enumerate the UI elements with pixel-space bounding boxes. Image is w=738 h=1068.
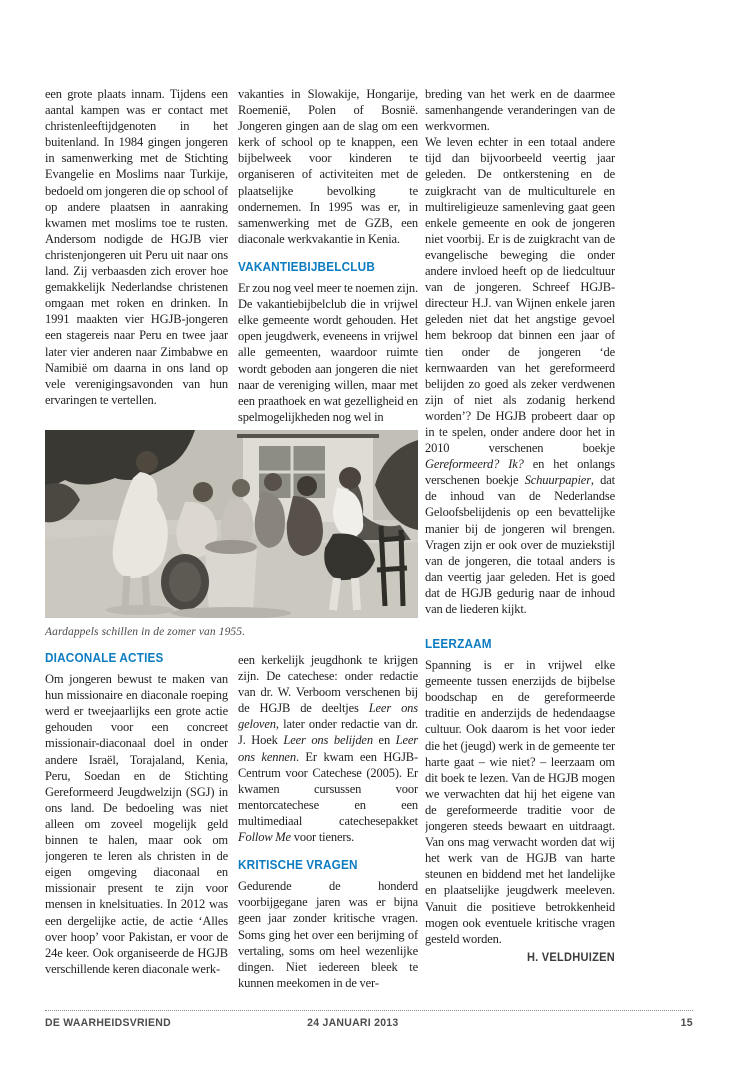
- paragraph: Er zou nog veel meer te noemen zijn. De vakantiebijbelclub die in vrijwel elke gemeente wordt gehouden. Het open jeugdwerk, eveneens in vrijwel alle gemeenten, waardoor ruimte wordt geboden aan jongeren die niet naar de vereniging willen, maar met een praathoek en wat gezelligheid en spelmogelijkheden nog wel in: [238, 281, 418, 424]
- column-1-top: [45, 86, 228, 432]
- photo-illustration: [45, 430, 418, 618]
- footer-publication-title: DE WAARHEIDSVRIEND: [45, 1017, 171, 1029]
- section-heading-kritische-vragen: KRITISCHE VRAGEN: [238, 858, 358, 873]
- footer-page-number: 15: [680, 1017, 693, 1029]
- column-3-bottom: [425, 636, 615, 986]
- section-heading-vakantiebijbelclub: VAKANTIEBIJBELCLUB: [238, 259, 375, 274]
- paragraph: een grote plaats innam. Tijdens een aantal kampen was er contact met christenleeftijdgenoten in het buitenland. In 1984 gingen jongeren in samenwerking met de Stichting Evangelie en Moslims naar Turkije, bedoeld om jongeren die op school of op andere plaatsen in aanraking kwamen met moslims toe te rusten. Andersom nodigde de HGJB vier christenjongeren uit Peru uit naar ons land. Zij verbaasden zich erover hoe gemakkelijk Nederlandse christenen omgaan met roken en drinken. In 1991 maakten vier HGJB-jongeren een stagereis naar Peru en twee jaar later vier anderen naar Zimbabwe en Namibië om daarna in ons land op vele verenigingsavonden van hun ervaringen te vertellen.: [45, 87, 228, 407]
- photo-caption: Aardappels schillen in de zomer van 1955.: [45, 626, 246, 638]
- paragraph: vakanties in Slowakije, Hongarije, Roemenië, Polen of Bosnië. Jongeren gingen aan de slag om een kerk of school op te knappen, een bijbelweek voor kinderen te organiseren of activiteiten met de plaatselijke bevolking te ondernemen. In 1995 was er, in samenwerking met de GZB, een diaconale werkvakantie in Kenia.: [238, 87, 418, 246]
- paragraph: Spanning is er in vrijwel elke gemeente tussen enerzijds de bijbelse boodschap en de gereformeerde traditie en anderzijds de hedendaagse cultuur. Ook daarom is het voor ieder die het (jeugd) werk in de gemeente ter harte gaat – wie niet? – leerzaam om dit boek te lezen. Van de HGJB mogen we verwachten dat hij het eigene van de gereformeerde traditie voor de jongeren steeds bewaart en uitdraagt. Van ons mag verwacht worden dat wij het werk van de HGJB van harte steunen en biddend met het landelijke en plaatselijke jeugdwerk meeleven. Vanuit die positieve betrokkenheid mogen ook eventuele kritische vragen gesteld worden.: [425, 658, 615, 946]
- column-3-top: [425, 86, 615, 616]
- column-2-top: [238, 86, 418, 432]
- paragraph: Om jongeren bewust te maken van hun missionaire en diaconale roeping werd er tweejaarlijks een grote actie gehouden voor een concreet missionair-diaconaal doel in onder andere Israël, Torajaland, Kenia, Peru, Soedan en de Stichting Gereformeerd Jeugdwelzijn (SGJ) in ons land. De bedoeling was niet alleen om zoveel mogelijk geld binnen te halen, maar ook om jongeren te leren als christen in de eigen omgeving diaconaal en missionair present te zijn voor mensen in knelsituaties. In 2012 was een dergelijke actie, de actie ‘Alles over hoop’ voor Pakistan, er voor de 24e keer. Ook organiseerde de HGJB verschillende keren diaconale werk-: [45, 672, 228, 976]
- section-heading-leerzaam: LEERZAAM: [425, 637, 492, 651]
- paragraph: Gedurende de honderd voorbijgegane jaren was er bijna geen jaar zonder kritische vragen. Soms ging het over een berijming of vertaling, soms om heel wezenlijke dingen. Niet iedereen bleek te kunnen meekomen in de ver-: [238, 879, 418, 990]
- photo-potato-peeling-1955: [45, 430, 418, 618]
- footer-issue-date: 24 JANUARI 2013: [307, 1017, 399, 1029]
- page-footer: [45, 1010, 693, 1029]
- column-1-bottom: [45, 650, 228, 1006]
- column-2-bottom: [238, 652, 418, 1006]
- author-byline: H. VELDHUIZEN: [526, 949, 615, 964]
- section-heading-diaconale-acties: DIACONALE ACTIES: [45, 651, 164, 665]
- paragraph: een kerkelijk jeugdhonk te krijgen zijn. De catechese: onder redactie van dr. W. Verboom verschenen bij de HGJB de deeltjes Leer ons geloven, later onder redactie van dr. J. Hoek Leer ons belijden en Leer ons kennen. Er kwam een HGJB-Centrum voor Catechese (2005). Er kwamen cursussen voor mentorcatechese en een multimediaal catechesepakket Follow Me voor tieners.: [238, 653, 418, 845]
- paragraph: We leven echter in een totaal andere tijd dan bijvoorbeeld veertig jaar geleden. De ontkerstening en de zuigkracht van de multiculturele en multireligieuze samenleving gaat geen enkele gemeente en ook de jongeren niet voorbij. Er is de zuigkracht van de evangelische beweging die onder andere invloed heeft op de liedcultuur van de jongeren. Schreef HGJB-directeur H.J. van Wijnen enkele jaren geleden niet dat het angstige gevoel hem bekroop dat binnen een jaar of tien onder de jongeren ‘de kernwaarden van het gereformeerd belijden zo goed als zeker verdwenen zijn of niet als zodanig herkend worden’? De HGJB probeert daar op in te spelen, onder andere door het in 2010 verschenen boekje Gereformeerd? Ik? en het onlangs verschenen boekje Schuurpapier, dat de inhoud van de Nederlandse Geloofsbelijdenis op een bevattelijke manier bij de jongeren wil brengen. Vragen zijn er ook over de muziekstijl van de jongeren, die totaal anders is dan veertig jaar geleden. Het is goed dat de HGJB gedurig naar de inhoud van de liederen kijkt.: [425, 135, 615, 616]
- paragraph: breding van het werk en de daarmee samenhangende veranderingen van de werkvormen.: [425, 87, 615, 134]
